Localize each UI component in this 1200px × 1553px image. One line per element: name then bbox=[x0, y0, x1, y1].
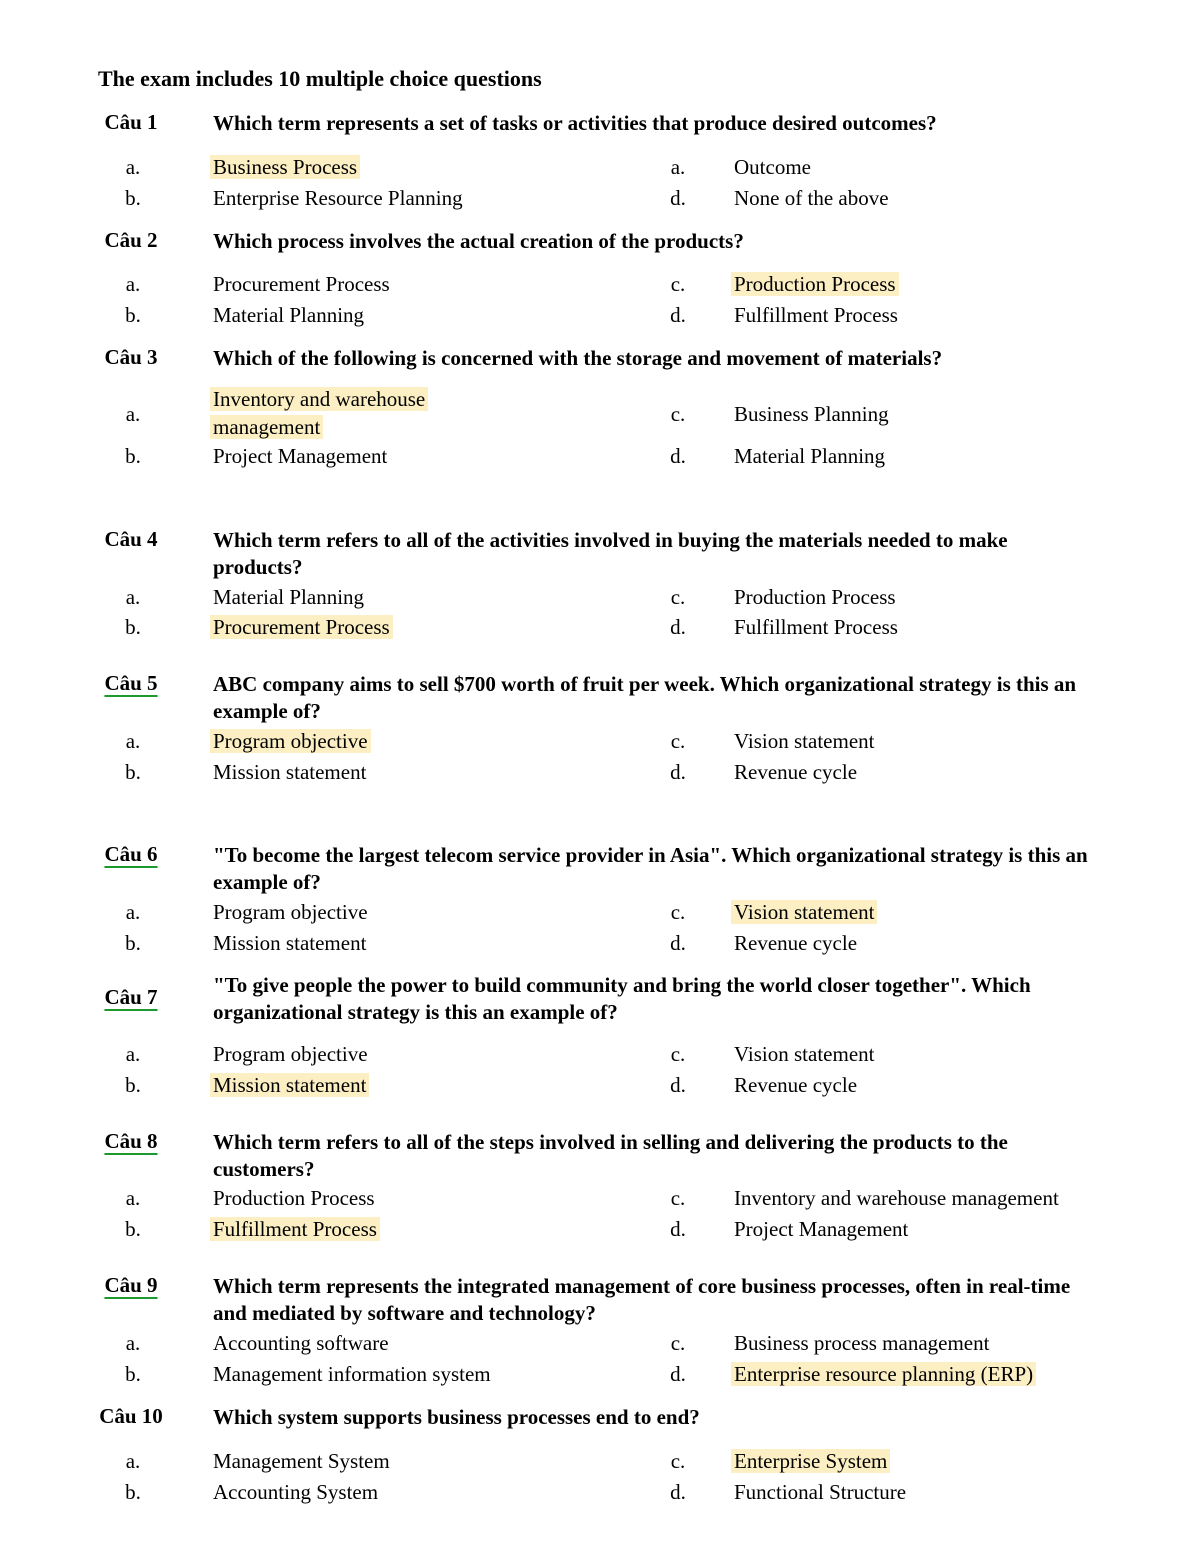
option-letter: a. bbox=[125, 272, 141, 296]
question-text: Which term refers to all of the steps involved in selling and delivering the products to the customers? bbox=[213, 1130, 1008, 1181]
option-letter: c. bbox=[670, 1449, 686, 1473]
option-letter: c. bbox=[670, 402, 686, 426]
answer-highlight: Mission statement bbox=[210, 1073, 369, 1097]
option-c[interactable] bbox=[731, 1040, 877, 1068]
option-text: Mission statement bbox=[213, 931, 367, 955]
option-text: Outcome bbox=[734, 155, 811, 179]
option-letter: d. bbox=[670, 303, 686, 327]
option-c[interactable] bbox=[731, 898, 877, 926]
option-b[interactable] bbox=[210, 758, 369, 786]
option-text: Material Planning bbox=[213, 303, 365, 327]
option-letter: c. bbox=[670, 1186, 686, 1210]
option-letter: d. bbox=[670, 186, 686, 210]
option-a[interactable] bbox=[210, 1447, 393, 1475]
option-text: Program objective bbox=[213, 1042, 368, 1066]
question-number: Câu 9 bbox=[104, 1273, 158, 1297]
option-letter: d. bbox=[670, 444, 686, 468]
option-a[interactable] bbox=[210, 270, 393, 298]
option-text: Revenue cycle bbox=[734, 931, 858, 955]
option-d[interactable] bbox=[731, 758, 860, 786]
option-b[interactable] bbox=[210, 1071, 369, 1099]
question-number: Câu 4 bbox=[104, 527, 158, 551]
option-text: Functional Structure bbox=[734, 1480, 907, 1504]
option-b[interactable] bbox=[210, 613, 393, 641]
option-letter: a. bbox=[125, 155, 141, 179]
option-letter: d. bbox=[670, 931, 686, 955]
option-d[interactable] bbox=[731, 1478, 909, 1506]
question-text: Which system supports business processes end to end? bbox=[213, 1405, 700, 1429]
option-c[interactable] bbox=[731, 583, 899, 611]
option-c[interactable] bbox=[731, 1329, 992, 1357]
option-letter: a. bbox=[125, 900, 141, 924]
option-d[interactable] bbox=[731, 1215, 911, 1243]
option-text: Procurement Process bbox=[213, 272, 390, 296]
option-b[interactable] bbox=[210, 1478, 381, 1506]
answer-highlight: Program objective bbox=[210, 729, 371, 753]
option-text: Accounting System bbox=[213, 1480, 379, 1504]
option-letter: b. bbox=[125, 1480, 141, 1504]
option-c[interactable] bbox=[731, 400, 892, 428]
option-text: Revenue cycle bbox=[734, 1073, 858, 1097]
option-letter: b. bbox=[125, 1362, 141, 1386]
question-text: Which term refers to all of the activities involved in buying the materials needed to make products? bbox=[213, 528, 1008, 579]
answer-highlight: Vision statement bbox=[731, 900, 877, 924]
question-number: Câu 2 bbox=[104, 228, 158, 252]
question-text: ABC company aims to sell $700 worth of fruit per week. Which organizational strategy is this an example of? bbox=[213, 672, 1077, 723]
question-text: Which of the following is concerned with the storage and movement of materials? bbox=[213, 346, 943, 370]
option-text: Fulfillment Process bbox=[734, 615, 898, 639]
option-c[interactable] bbox=[731, 727, 877, 755]
option-text: Production Process bbox=[213, 1186, 375, 1210]
option-letter: a. bbox=[125, 402, 141, 426]
option-c[interactable] bbox=[731, 1184, 1062, 1212]
option-letter: a. bbox=[125, 1186, 141, 1210]
option-text: Project Management bbox=[213, 444, 388, 468]
question-number: Câu 1 bbox=[104, 110, 158, 134]
option-a[interactable] bbox=[210, 727, 371, 755]
option-d[interactable] bbox=[731, 1360, 1036, 1388]
answer-highlight: Fulfillment Process bbox=[210, 1217, 380, 1241]
option-text: None of the above bbox=[734, 186, 889, 210]
option-text: Inventory and warehouse management bbox=[734, 1186, 1059, 1210]
option-letter: c. bbox=[670, 585, 686, 609]
option-text: Management information system bbox=[213, 1362, 491, 1386]
question-number: Câu 5 bbox=[104, 671, 158, 695]
option-text: Vision statement bbox=[734, 729, 875, 753]
option-letter: c. bbox=[670, 1331, 686, 1355]
question-number: Câu 3 bbox=[104, 345, 158, 369]
option-b[interactable] bbox=[210, 301, 367, 329]
option-b[interactable] bbox=[210, 929, 369, 957]
answer-highlight: Enterprise System bbox=[731, 1449, 890, 1473]
option-d[interactable] bbox=[731, 613, 901, 641]
option-a[interactable] bbox=[210, 1329, 392, 1357]
answer-highlight: Enterprise resource planning (ERP) bbox=[731, 1362, 1036, 1386]
option-letter: b. bbox=[125, 444, 141, 468]
answer-highlight: Procurement Process bbox=[210, 615, 393, 639]
option-a[interactable] bbox=[210, 153, 360, 181]
option-letter: b. bbox=[125, 186, 141, 210]
option-c[interactable] bbox=[731, 1447, 890, 1475]
option-a[interactable] bbox=[210, 385, 460, 441]
question-text: Which process involves the actual creation of the products? bbox=[213, 229, 744, 253]
option-text: Fulfillment Process bbox=[734, 303, 898, 327]
answer-highlight: Inventory and warehouse management bbox=[210, 387, 428, 439]
option-b[interactable] bbox=[210, 184, 466, 212]
option-text: Business process management bbox=[734, 1331, 990, 1355]
answer-highlight: Business Process bbox=[210, 155, 360, 179]
option-b[interactable] bbox=[210, 1215, 380, 1243]
question-number: Câu 7 bbox=[104, 985, 158, 1009]
option-letter: a. bbox=[125, 1042, 141, 1066]
option-letter: d. bbox=[670, 1480, 686, 1504]
option-text: Project Management bbox=[734, 1217, 909, 1241]
option-letter: c. bbox=[670, 1042, 686, 1066]
option-letter: a. bbox=[670, 155, 686, 179]
option-letter: b. bbox=[125, 1073, 141, 1097]
question-number: Câu 10 bbox=[99, 1404, 163, 1428]
option-d[interactable] bbox=[731, 442, 888, 470]
option-letter: a. bbox=[125, 729, 141, 753]
question-text: Which term represents the integrated management of core business processes, often in real-time and mediated by software and technology? bbox=[213, 1274, 1071, 1325]
question-text: "To give people the power to build community and bring the world closer together". Which organizational strategy is this an example of? bbox=[213, 973, 1031, 1024]
option-letter: a. bbox=[125, 1449, 141, 1473]
option-a[interactable] bbox=[210, 898, 371, 926]
option-text: Business Planning bbox=[734, 402, 889, 426]
option-d[interactable] bbox=[731, 184, 892, 212]
option-letter: d. bbox=[670, 1073, 686, 1097]
option-text: Management System bbox=[213, 1449, 390, 1473]
option-text: Mission statement bbox=[213, 760, 367, 784]
question-number: Câu 8 bbox=[104, 1129, 158, 1153]
option-text: Material Planning bbox=[734, 444, 886, 468]
option-letter: b. bbox=[125, 303, 141, 327]
option-letter: d. bbox=[670, 1362, 686, 1386]
option-d[interactable] bbox=[731, 1071, 860, 1099]
option-a[interactable] bbox=[210, 1184, 378, 1212]
option-letter: b. bbox=[125, 760, 141, 784]
question-text: Which term represents a set of tasks or activities that produce desired outcomes? bbox=[213, 111, 937, 135]
option-d[interactable] bbox=[731, 301, 901, 329]
option-a[interactable] bbox=[210, 583, 367, 611]
option-letter: d. bbox=[670, 760, 686, 784]
option-c[interactable] bbox=[731, 270, 899, 298]
option-text: Vision statement bbox=[734, 1042, 875, 1066]
option-letter: c. bbox=[670, 272, 686, 296]
option-letter: b. bbox=[125, 931, 141, 955]
answer-highlight: Production Process bbox=[731, 272, 899, 296]
option-c[interactable] bbox=[731, 153, 814, 181]
option-text: Material Planning bbox=[213, 585, 365, 609]
option-letter: b. bbox=[125, 615, 141, 639]
option-b[interactable] bbox=[210, 1360, 494, 1388]
option-letter: c. bbox=[670, 900, 686, 924]
page-title: The exam includes 10 multiple choice questions bbox=[98, 66, 542, 91]
option-text: Accounting software bbox=[213, 1331, 389, 1355]
option-b[interactable] bbox=[210, 442, 390, 470]
option-letter: c. bbox=[670, 729, 686, 753]
option-text: Revenue cycle bbox=[734, 760, 858, 784]
option-letter: d. bbox=[670, 1217, 686, 1241]
option-a[interactable] bbox=[210, 1040, 371, 1068]
option-letter: a. bbox=[125, 585, 141, 609]
option-text: Program objective bbox=[213, 900, 368, 924]
option-d[interactable] bbox=[731, 929, 860, 957]
option-letter: a. bbox=[125, 1331, 141, 1355]
option-text: Production Process bbox=[734, 585, 896, 609]
option-letter: b. bbox=[125, 1217, 141, 1241]
option-letter: d. bbox=[670, 615, 686, 639]
question-number: Câu 6 bbox=[104, 842, 158, 866]
option-text: Enterprise Resource Planning bbox=[213, 186, 463, 210]
question-text: "To become the largest telecom service provider in Asia". Which organizational strategy is this an example of? bbox=[213, 843, 1088, 894]
